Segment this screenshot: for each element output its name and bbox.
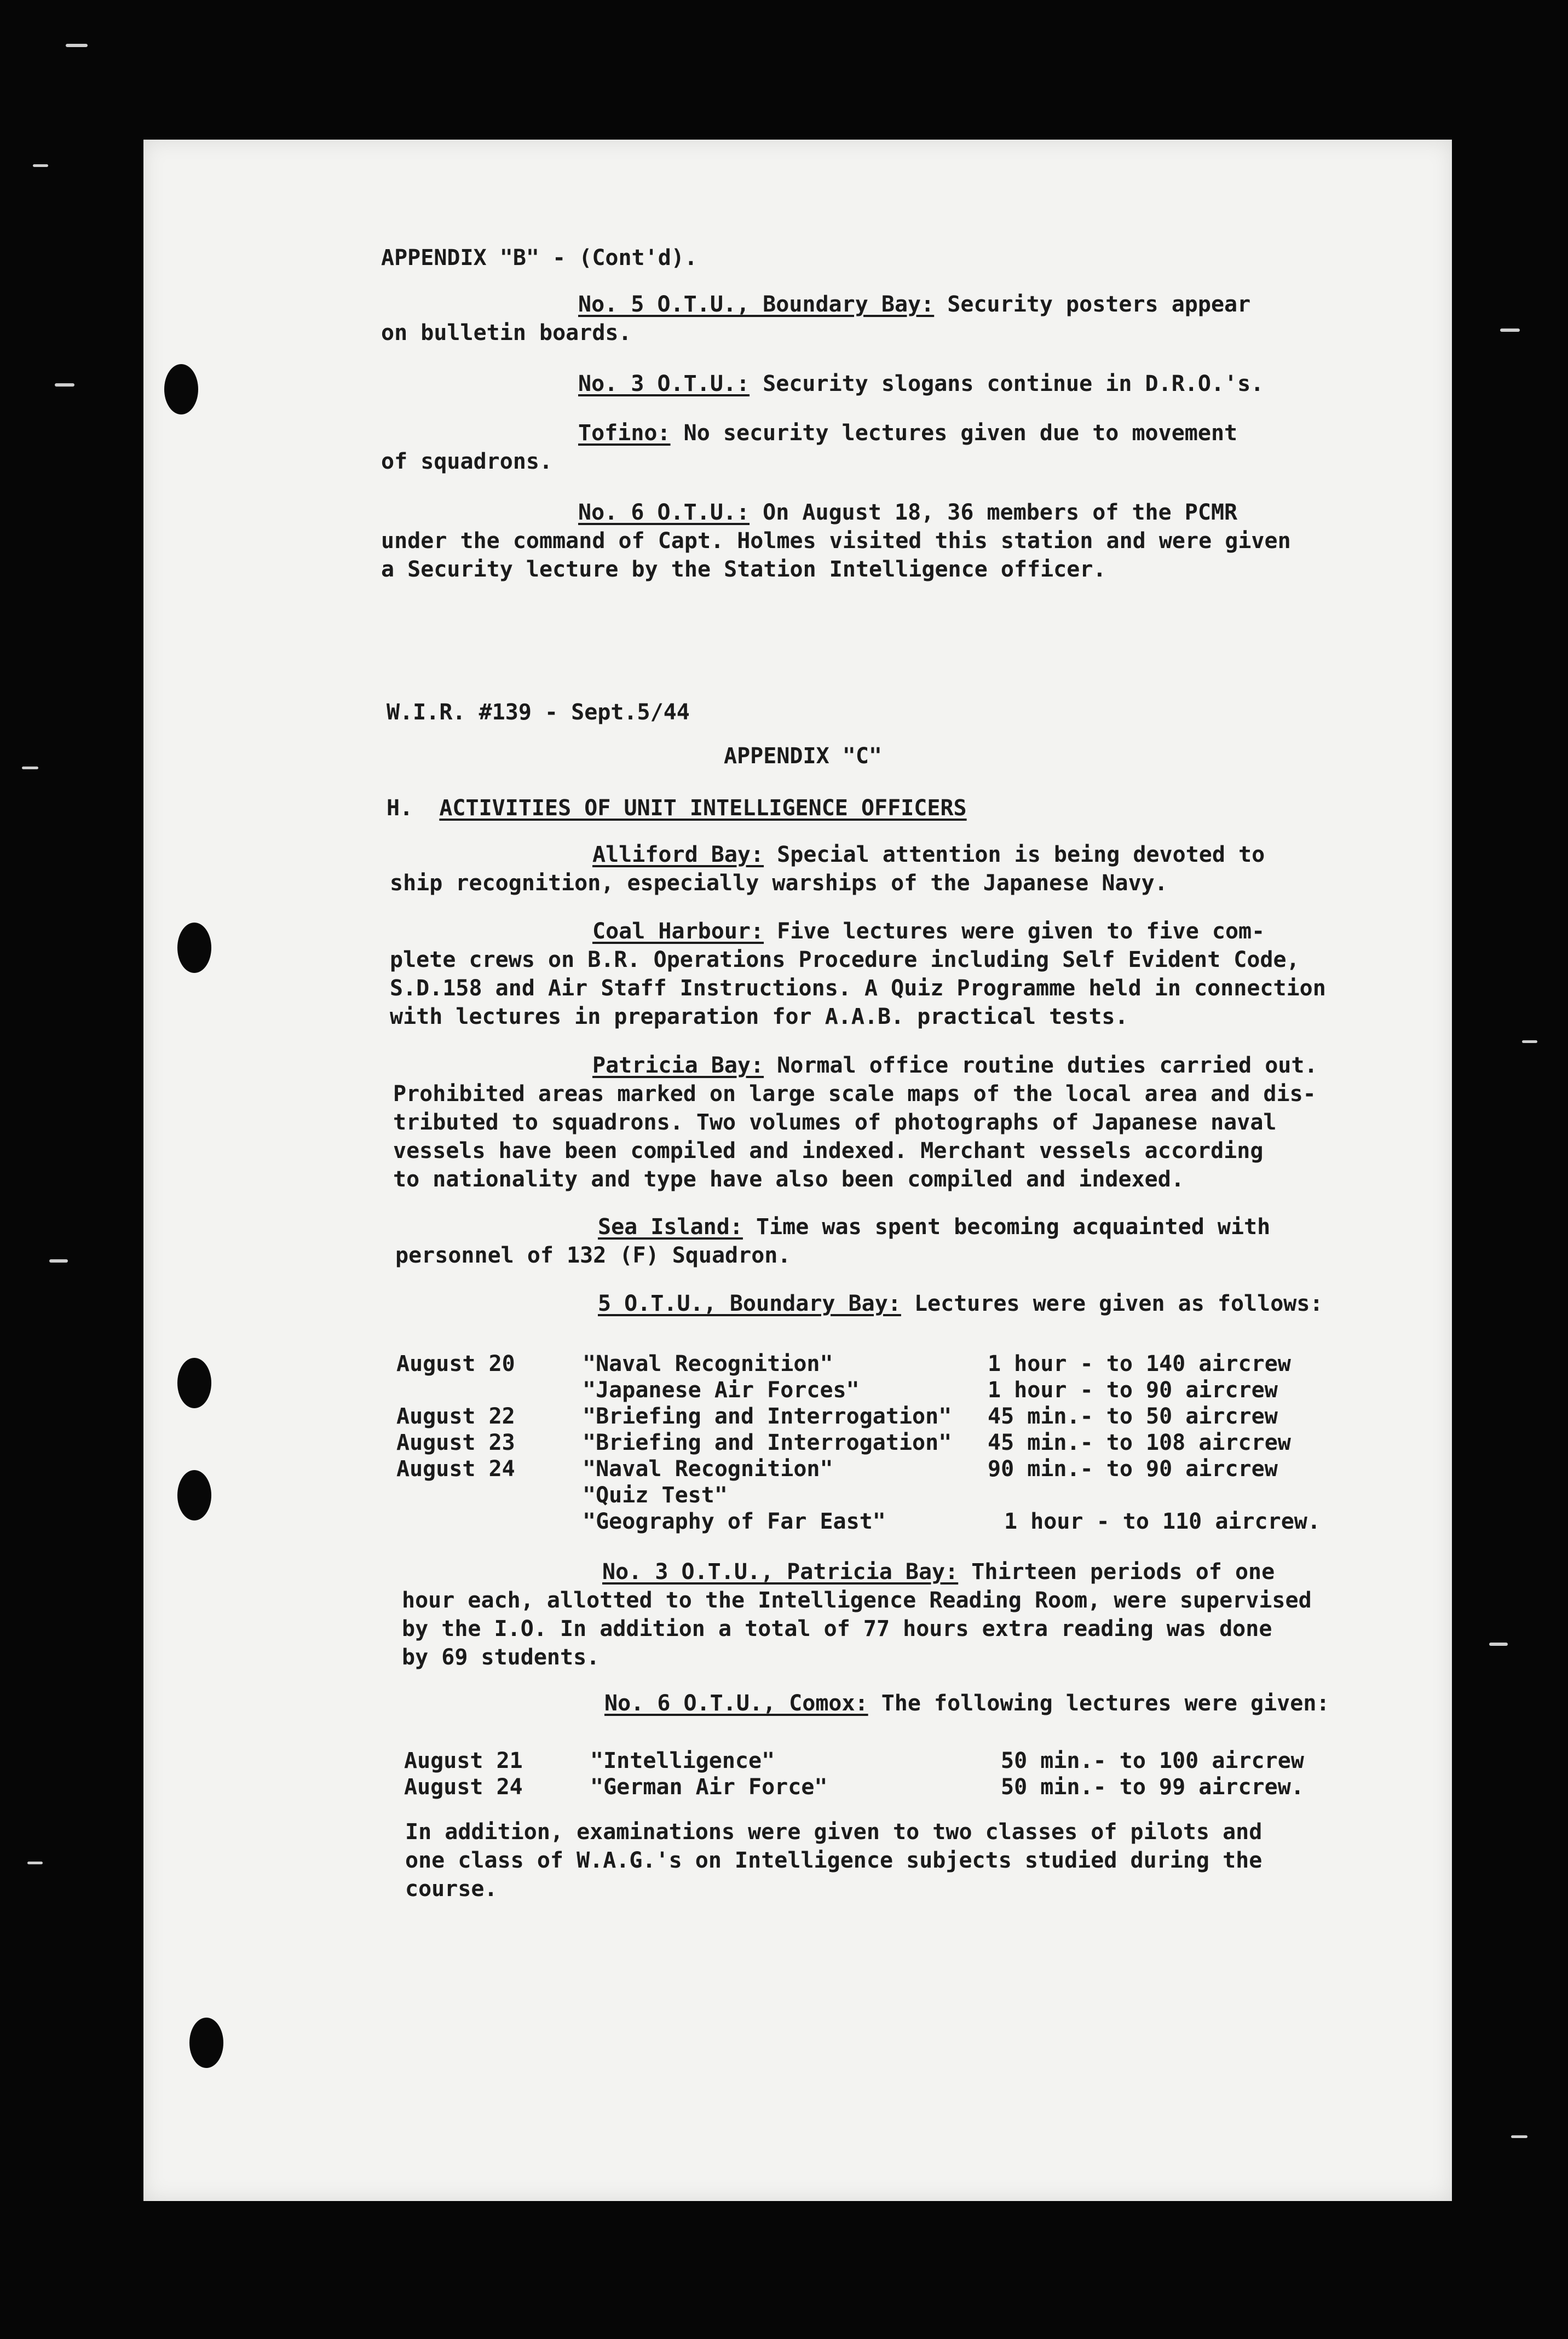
lecture-topic: "Geography of Far East"	[583, 1509, 886, 1534]
entry-boundary-bay	[395, 1289, 1323, 1318]
film-speck	[22, 767, 38, 769]
entry-label: Coal Harbour:	[592, 919, 764, 944]
entry-label: 5 O.T.U., Boundary Bay:	[598, 1291, 901, 1316]
lecture-topic: "Intelligence"	[590, 1748, 775, 1773]
comox-lecture-table	[404, 1747, 1444, 1801]
lecture-date: August 24	[396, 1456, 515, 1482]
entry-label: Tofino:	[578, 420, 671, 446]
lecture-duration: 1 hour - to 140 aircrew	[988, 1351, 1291, 1376]
lecture-duration: 50 min.- to 100 aircrew	[1001, 1748, 1304, 1773]
lecture-duration: 1 hour - to 110 aircrew.	[1004, 1509, 1321, 1534]
appendix-b-entry-3otu	[381, 370, 1264, 398]
entry-line1: Thirteen periods of one	[958, 1559, 1275, 1585]
lecture-topic: "Quiz Test"	[583, 1483, 728, 1508]
film-speck	[1500, 329, 1520, 332]
entry-label: No. 6 O.T.U.:	[578, 500, 750, 525]
film-speck	[1511, 2135, 1527, 2138]
appendix-b-entry-boundary-bay	[381, 290, 1250, 347]
binder-hole	[177, 1358, 211, 1408]
entry-label: No. 6 O.T.U., Comox:	[604, 1691, 868, 1716]
film-speck	[55, 383, 74, 387]
film-speck	[1489, 1643, 1508, 1646]
section-title: ACTIVITIES OF UNIT INTELLIGENCE OFFICERS	[439, 796, 967, 821]
appendix-b-heading: APPENDIX "B" - (Cont'd).	[381, 245, 697, 270]
lecture-duration: 1 hour - to 90 aircrew	[988, 1378, 1278, 1403]
lecture-date: August 24	[404, 1775, 523, 1800]
closing-paragraph: In addition, examinations were given to two classes of pilots and one class of W.A.G.'s on Intelligence subjects studied during the course.	[405, 1819, 1263, 1902]
lecture-date: August 21	[404, 1748, 523, 1773]
lecture-topic: "Briefing and Interrogation"	[583, 1404, 952, 1429]
appendix-b-entry-tofino	[381, 419, 1237, 476]
entry-rest: ship recognition, especially warships of the Japanese Navy.	[390, 871, 1168, 896]
entry-rest: on bulletin boards.	[381, 320, 632, 345]
entry-line1: Special attention is being devoted to	[764, 842, 1265, 867]
entry-label: Patricia Bay:	[592, 1053, 764, 1078]
entry-3otu-patricia-bay	[402, 1558, 1312, 1672]
lecture-topic: "German Air Force"	[590, 1775, 828, 1800]
lecture-duration: 45 min.- to 50 aircrew	[988, 1404, 1278, 1429]
boundary-bay-lecture-table	[396, 1350, 1437, 1558]
wir-reference: W.I.R. #139 - Sept.5/44	[387, 700, 690, 725]
entry-line1: Time was spent becoming acquainted with	[742, 1214, 1271, 1240]
entry-rest: of squadrons.	[381, 449, 553, 474]
entry-label: Sea Island:	[598, 1214, 743, 1240]
entry-alliford-bay	[390, 840, 1265, 897]
lecture-topic: "Naval Recognition"	[583, 1456, 833, 1482]
entry-coal-harbour	[390, 917, 1326, 1031]
entry-line1: Normal office routine duties carried out.	[764, 1053, 1318, 1078]
lecture-date: August 23	[396, 1430, 515, 1455]
lecture-date: August 20	[396, 1351, 515, 1376]
entry-label: No. 3 O.T.U., Patricia Bay:	[602, 1559, 959, 1585]
entry-line1: No security lectures given due to movement	[670, 420, 1238, 446]
film-speck	[33, 164, 48, 167]
entry-line1: Lectures were given as follows:	[901, 1291, 1323, 1316]
lecture-duration: 90 min.- to 90 aircrew	[988, 1456, 1278, 1482]
lecture-topic: "Japanese Air Forces"	[583, 1378, 860, 1403]
entry-rest: plete crews on B.R. Operations Procedure including Self Evident Code, S.D.158 and Air Staff Instructions. A Quiz Programme held in connection with lectures in preparation for A.A.B. practical tests.	[390, 947, 1326, 1029]
document-page	[143, 140, 1452, 2201]
binder-hole	[164, 364, 198, 414]
entry-rest: personnel of 132 (F) Squadron.	[395, 1243, 791, 1268]
appendix-b-entry-6otu	[381, 498, 1291, 584]
binder-hole	[177, 923, 211, 973]
entry-line1: On August 18, 36 members of the PCMR	[750, 500, 1238, 525]
appendix-c-title: APPENDIX "C"	[724, 744, 882, 769]
binder-hole	[189, 2018, 223, 2068]
film-speck	[66, 44, 88, 47]
entry-line1: Five lectures were given to five com-	[764, 919, 1265, 944]
entry-line1: The following lectures were given:	[868, 1691, 1330, 1716]
entry-patricia-bay	[393, 1051, 1318, 1194]
section-heading	[387, 794, 967, 822]
lecture-topic: "Briefing and Interrogation"	[583, 1430, 952, 1455]
entry-label: Alliford Bay:	[592, 842, 764, 867]
film-speck	[49, 1259, 68, 1263]
binder-hole	[177, 1470, 211, 1520]
lecture-duration: 50 min.- to 99 aircrew.	[1001, 1775, 1304, 1800]
entry-sea-island	[395, 1213, 1270, 1270]
lecture-duration: 45 min.- to 108 aircrew	[988, 1430, 1291, 1455]
film-speck	[27, 1862, 43, 1864]
entry-rest: hour each, allotted to the Intelligence Reading Room, were supervised by the I.O. In addition a total of 77 hours extra reading was done by 69 students.	[402, 1588, 1312, 1670]
entry-label: No. 3 O.T.U.:	[578, 371, 750, 396]
lecture-date: August 22	[396, 1404, 515, 1429]
entry-comox	[404, 1689, 1330, 1718]
entry-line1: Security slogans continue in D.R.O.'s.	[750, 371, 1264, 396]
lecture-topic: "Naval Recognition"	[583, 1351, 833, 1376]
film-speck	[1522, 1040, 1537, 1043]
entry-rest: Prohibited areas marked on large scale maps of the local area and dis- tributed to squadrons. Two volumes of photographs of Japanese naval vessels have been compiled and indexed. Merchant vessels according to nationality and type have also been compiled and indexed.	[393, 1081, 1316, 1192]
entry-label: No. 5 O.T.U., Boundary Bay:	[578, 292, 935, 317]
entry-line1: Security posters appear	[934, 292, 1251, 317]
section-letter: H.	[387, 796, 413, 821]
entry-rest: under the command of Capt. Holmes visited this station and were given a Security lecture by the Station Intelligence officer.	[381, 528, 1291, 582]
